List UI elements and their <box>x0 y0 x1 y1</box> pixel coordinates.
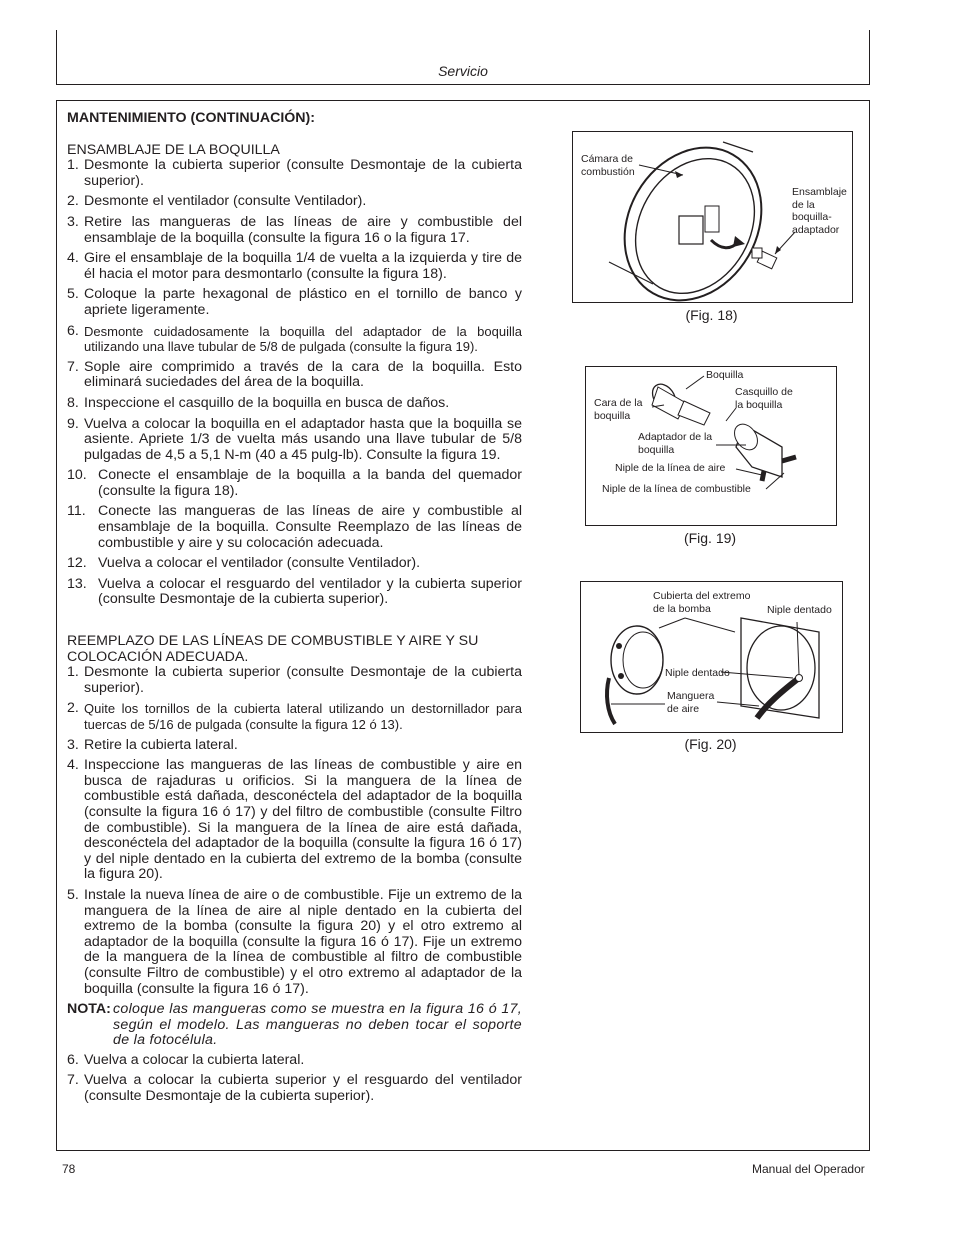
figure-20 <box>580 581 843 733</box>
fig18-label-chamber-line2: combustión <box>581 165 635 178</box>
step-text: Desmonte cuidadosamente la boquilla del adaptador de la boquilla utilizando una llave tubular de 5/8 de pulgada (consulte la figura 19). <box>84 323 522 355</box>
fig20-label-barbed-right: Niple dentado <box>767 604 832 616</box>
step-text: Inspeccione las mangueras de las líneas de combustible y aire en busca de rajaduras u orificios. Si la manguera de la línea de combustible está dañada, desconéctela del adaptador de la boquilla (consulte la figura 16 ó 17) y del filtro de combustible (consulte Filtro de combustible). Si la manguera de la línea de aire está dañada, desconéctela del adaptador de la boquilla (consulte la figura 16 ó 17) y del niple dentado en la cubierta del extremo de la bomba (consulte la figura 20). <box>84 757 522 883</box>
step-number: 11. <box>67 503 86 520</box>
step-text: Instale la nueva línea de aire o de combustible. Fije un extremo de la manguera de la línea de aire al niple dentado en la cubierta del extremo de la bomba (consulte la figura 20) y el otro extremo al adaptador de la boquilla (consulte la figura 16 ó 17). Fije un extremo de la manguera de la línea de combustible al filtro de combustible (consulte Filtro de combustible) y el otro extremo al adaptador de la boquilla (consulte la figura 16 ó 17). <box>84 886 522 997</box>
step-text: Inspeccione el casquillo de la boquilla en busca de daños. <box>84 394 450 411</box>
step-number: 2. <box>67 193 79 210</box>
fig19-label-adapter <box>638 431 712 456</box>
section2-title: REEMPLAZO DE LAS LÍNEAS DE COMBUSTIBLE Y AIRE Y SU COLOCACIÓN ADECUADA. <box>67 633 479 665</box>
step-text: Gire el ensamblaje de la boquilla 1/4 de vuelta a la izquierda y tire de él hacia el motor para desmontarlo (consulte la figura 18). <box>84 250 522 282</box>
fig18-label-chamber-line1: Cámara de <box>581 153 633 165</box>
text-column <box>67 111 522 1110</box>
fig20-label-cover-line1: Cubierta del extremo <box>653 590 751 602</box>
section1-title: ENSAMBLAJE DE LA BOQUILLA <box>67 141 280 158</box>
list-item <box>67 194 522 210</box>
manual-title: Manual del Operador <box>752 1162 865 1176</box>
fig19-label-face-line2: boquilla <box>594 409 631 422</box>
figure-18 <box>572 131 853 303</box>
list-item <box>67 504 522 551</box>
step-number: 1. <box>67 157 79 174</box>
step-text: Vuelva a colocar el resguardo del ventilador y la cubierta superior (consulte Desmontaje de la cubierta superior). <box>98 575 522 608</box>
fig18-label-assembly <box>792 186 847 236</box>
step-text: Vuelva a colocar la boquilla en el adaptador hasta que la boquilla se asiente. Apriete 1/3 de vuelta más usando una llave tubular de 5/8 pulgadas de 4,5 a 5,1 N-m (40 a 45 pulg-lb). Consulte la figura 19. <box>84 415 522 463</box>
section-title: Servicio <box>438 63 488 79</box>
step-text: Desmonte la cubierta superior (consulte Desmontaje de la cubierta superior). <box>84 157 522 189</box>
step-text: Conecte las mangueras de las líneas de aire y combustible al ensamblaje de la boquilla. Consulte Reemplazo de las líneas de combustible y aire y su colocación adecuada. <box>98 503 522 551</box>
fig19-label-bushing-line2: la boquilla <box>735 398 783 411</box>
step-number: 7. <box>67 1072 79 1089</box>
step-number: 13. <box>67 575 87 592</box>
figure-20-caption: (Fig. 20) <box>684 736 737 752</box>
fig19-label-face-line1: Cara de la <box>594 397 643 409</box>
fig19-label-fuel-nipple: Niple de la línea de combustible <box>602 483 751 495</box>
step-text: Quite los tornillos de la cubierta lateral utilizando un destornillador para tuercas de 5/16 de pulgada (consulte la figura 12 ó 13). <box>84 701 522 732</box>
step-text: Vuelva a colocar la cubierta superior y el resguardo del ventilador (consulte Desmontaje de la cubierta superior). <box>84 1072 522 1105</box>
fig20-label-barbed-center: Niple dentado <box>665 667 730 679</box>
fig19-label-bushing <box>735 386 793 411</box>
list-item <box>67 417 522 464</box>
list-item <box>67 251 522 282</box>
list-item <box>67 701 522 732</box>
step-text: Sople aire comprimido a través de la cara de la boquilla. Esto eliminará suciedades del área de la boquilla. <box>84 358 522 391</box>
section2-steps <box>67 665 522 997</box>
fig19-label-nozzle: Boquilla <box>706 369 744 381</box>
figure-19-caption: (Fig. 19) <box>683 530 737 546</box>
list-item <box>67 758 522 883</box>
step-number: 10. <box>67 467 87 484</box>
list-item <box>67 360 522 391</box>
step-number: 9. <box>67 415 79 432</box>
step-number: 4. <box>67 757 79 774</box>
step-number: 5. <box>67 886 79 903</box>
fig20-label-hose <box>667 690 714 715</box>
fig20-label-cover-line2: de la bomba <box>653 602 711 615</box>
fig19-label-bushing-line1: Casquillo de <box>735 386 793 398</box>
step-number: 4. <box>67 250 79 267</box>
page-number: 78 <box>62 1162 76 1176</box>
list-item <box>67 1053 522 1069</box>
list-item <box>67 287 522 318</box>
step-number: 7. <box>67 358 79 375</box>
page-heading: MANTENIMIENTO (CONTINUACIÓN): <box>67 110 315 126</box>
list-item <box>67 577 522 608</box>
note <box>67 1002 522 1049</box>
fig19-label-adapter-line1: Adaptador de la <box>638 431 713 443</box>
section2-steps-after <box>67 1053 522 1105</box>
list-item <box>67 738 522 754</box>
step-text: Retire las mangueras de las líneas de aire y combustible del ensamblaje de la boquilla (consulte la figura 16 o la figura 17. <box>84 213 522 246</box>
figure-18-caption: (Fig. 18) <box>685 307 738 323</box>
header-frame <box>56 30 870 85</box>
step-number: 2. <box>67 700 79 717</box>
fig18-label-assembly-line1: Ensamblaje <box>792 186 847 198</box>
list-item <box>67 665 522 696</box>
section1-steps <box>67 158 522 608</box>
list-item <box>67 215 522 246</box>
fig20-label-hose-line2: de aire <box>667 702 700 715</box>
fig18-label-chamber <box>581 153 635 178</box>
list-item <box>67 468 522 499</box>
step-number: 6. <box>67 1051 79 1068</box>
list-item <box>67 324 522 355</box>
fig19-label-adapter-line2: boquilla <box>638 443 675 456</box>
step-number: 1. <box>67 664 79 681</box>
step-text: Coloque la parte hexagonal de plástico en el tornillo de banco y apriete ligeramente. <box>84 286 522 318</box>
figure-19 <box>585 366 837 526</box>
step-number: 5. <box>67 286 79 303</box>
fig20-label-cover <box>653 590 750 615</box>
fig18-label-assembly-line2: de la <box>792 198 815 211</box>
step-text: Conecte el ensamblaje de la boquilla a la banda del quemador (consulte la figura 18). <box>98 467 522 499</box>
step-number: 8. <box>67 394 79 411</box>
step-number: 3. <box>67 736 79 753</box>
step-text: Retire la cubierta lateral. <box>84 736 238 753</box>
step-number: 12. <box>67 555 87 572</box>
step-text: Vuelva a colocar la cubierta lateral. <box>84 1051 305 1068</box>
step-number: 6. <box>67 322 79 339</box>
fig18-label-assembly-line3: boquilla- <box>792 211 832 223</box>
step-text: Vuelva a colocar el ventilador (consulte Ventilador). <box>98 555 421 572</box>
step-text: Desmonte el ventilador (consulte Ventilador). <box>84 193 367 210</box>
note-label: NOTA: <box>67 1001 111 1018</box>
list-item <box>67 1073 522 1104</box>
content-frame <box>56 100 870 1151</box>
fig20-label-hose-line1: Manguera <box>667 690 715 702</box>
list-item <box>67 888 522 997</box>
step-text: Desmonte la cubierta superior (consulte Desmontaje de la cubierta superior). <box>84 664 522 696</box>
note-text: coloque las mangueras como se muestra en la figura 16 ó 17, según el modelo. Las mangueras no deben tocar el soporte de la fotocélula. <box>113 1001 522 1049</box>
fig19-label-face <box>594 397 642 422</box>
fig19-label-air-nipple: Niple de la línea de aire <box>615 462 726 474</box>
list-item <box>67 396 522 412</box>
step-number: 3. <box>67 213 79 230</box>
fig18-label-assembly-line4: adaptador <box>792 223 840 236</box>
list-item <box>67 556 522 572</box>
list-item <box>67 158 522 189</box>
